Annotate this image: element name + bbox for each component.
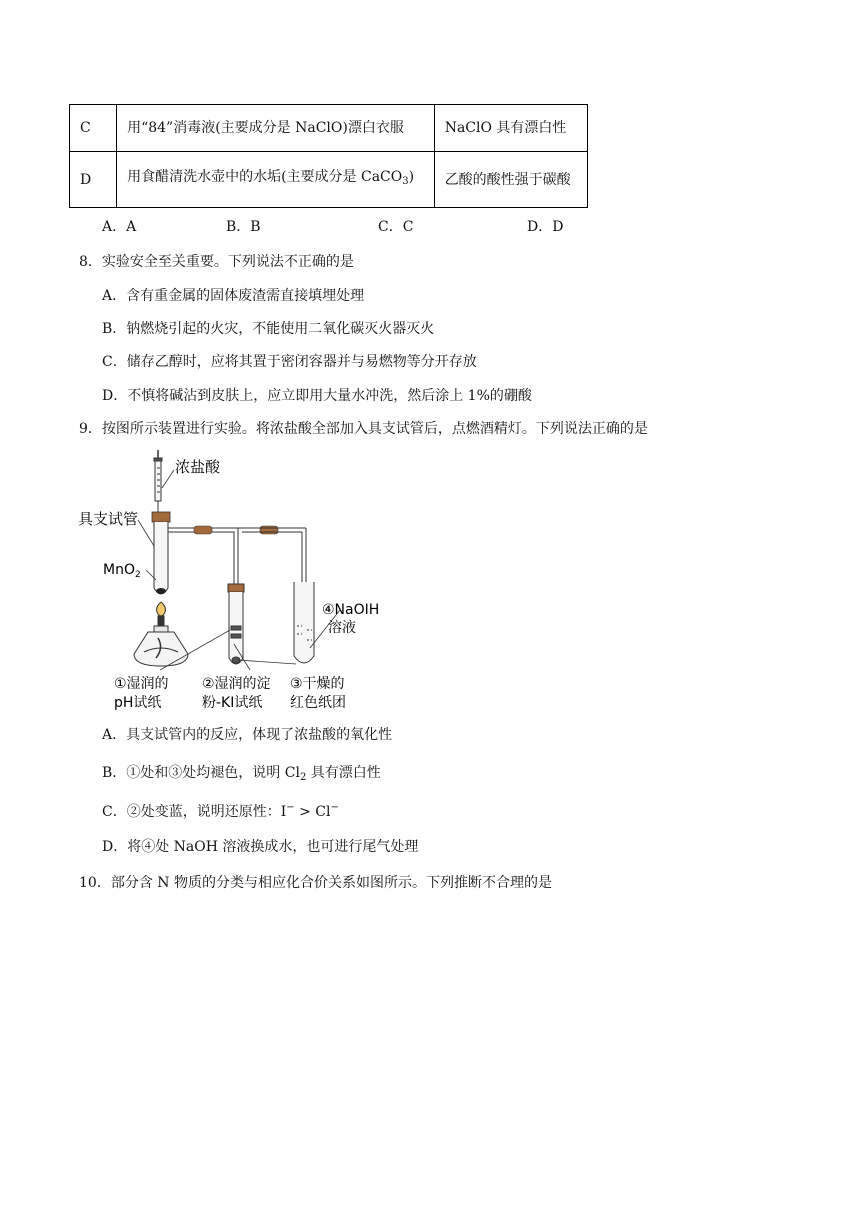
label-ph-paper-2: pH试纸 [114, 695, 162, 711]
table-row [70, 152, 588, 208]
row-letter: C [70, 105, 117, 152]
q8-option-d: D．不慎将碱沾到皮肤上，应立即用大量水冲洗，然后涂上 1%的硼酸 [102, 388, 532, 404]
label-naoh-1: ④NaOIH [322, 602, 380, 618]
question-8-stem: 8．实验安全至关重要。下列说法不正确的是 [79, 254, 354, 270]
row-reason: 乙酸的酸性强于碳酸 [434, 152, 587, 208]
syringe [154, 450, 162, 512]
alcohol-lamp [134, 602, 188, 666]
question-9-stem: 9．按图所示装置进行实验。将浓盐酸全部加入具支试管后，点燃酒精灯。下列说法正确的是 [79, 421, 648, 437]
table-row [70, 105, 588, 152]
row-reason: NaClO 具有漂白性 [434, 105, 587, 152]
desc-suffix: ) [408, 169, 415, 185]
label-red-paper-2: 红色纸团 [290, 695, 346, 711]
apparatus-svg [78, 448, 418, 716]
absorption-tube [294, 528, 314, 663]
answer-option: A．A [102, 219, 137, 235]
q8-option-a: A．含有重金属的固体废渣需直接填埋处理 [102, 288, 365, 304]
label-side-arm-tube: 具支试管 [78, 510, 139, 528]
side-arm-tube [152, 512, 228, 594]
q9-option-d: D．将④处 NaOH 溶液换成水，也可进行尾气处理 [102, 839, 419, 855]
options-table [69, 104, 588, 208]
desc-prefix: 用食醋清洗水壶中的水垢(主要成分是 [127, 169, 361, 185]
label-hcl: 浓盐酸 [175, 458, 221, 476]
question-10-stem: 10．部分含 N 物质的分类与相应化合价关系如图所示。下列推断不合理的是 [79, 875, 552, 891]
q8-option-b: B．钠燃烧引起的火灾，不能使用二氧化碳灭火器灭火 [102, 321, 435, 337]
row-description: 用“84”消毒液(主要成分是 NaClO)漂白衣服 [117, 105, 435, 152]
q8-option-c: C．储存乙醇时，应将其置于密闭容器并与易燃物等分开存放 [102, 354, 477, 370]
row-description [117, 152, 435, 208]
answer-option: B．B [226, 219, 261, 235]
label-naoh-2: 溶液 [328, 620, 356, 636]
q9-option-c: C．②处变蓝，说明还原性：I− > Cl− [102, 802, 339, 820]
apparatus-diagram [78, 448, 418, 716]
formula: CaCO [361, 169, 403, 185]
q9-option-a: A．具支试管内的反应，体现了浓盐酸的氧化性 [102, 727, 393, 743]
formula-subscript: 3 [402, 176, 409, 187]
formula-subscript: 2 [299, 772, 307, 783]
label-mno2: MnO$_2$ [103, 562, 141, 580]
q7-answer-row [102, 216, 602, 236]
formula: Cl [284, 765, 300, 781]
q9-option-b: B．①处和③处均褪色，说明 $Cl_2$ 具有漂白性 [102, 765, 381, 783]
row-letter: D [70, 152, 117, 208]
label-ph-paper-1: ①湿润的 [114, 676, 169, 692]
answer-option: C．C [378, 219, 414, 235]
label-ki-paper-2: 粉-KI试纸 [202, 695, 263, 711]
label-ki-paper-1: ②湿润的淀 [202, 676, 271, 692]
label-red-paper-1: ③干燥的 [290, 676, 345, 692]
rubber-joints [194, 526, 278, 534]
answer-option: D．D [527, 219, 564, 235]
